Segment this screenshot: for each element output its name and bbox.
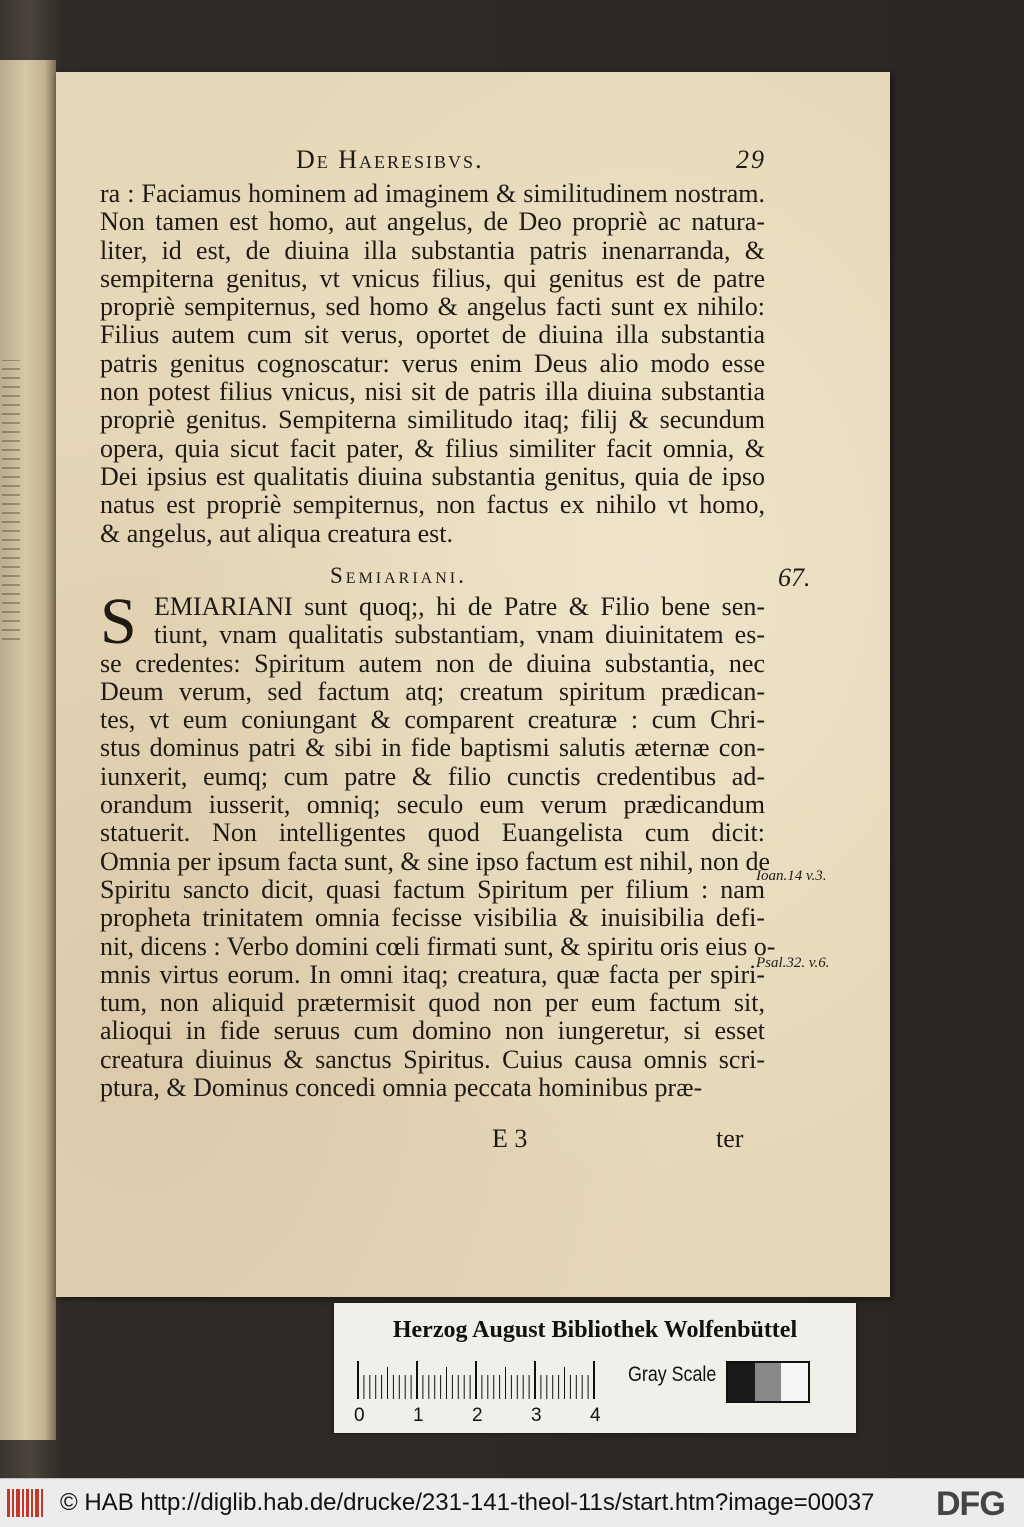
margin-note-ioan: Ioan.14 v.3.	[756, 868, 827, 884]
text-line: tes, vt eum coniungant & comparent creaturæ : cum Chri-	[100, 705, 765, 735]
gray-step	[781, 1363, 808, 1401]
catchword: ter	[716, 1124, 744, 1153]
margin-number: 67.	[778, 563, 811, 592]
ruler-label: 1	[413, 1405, 424, 1426]
text-line: propheta trinitatem omnia fecisse visibilia & inuisibilia defi-	[100, 903, 765, 933]
text-line: creatura diuinus & sanctus Spiritus. Cuius causa omnis scri-	[100, 1044, 765, 1074]
page-number: 29	[736, 145, 766, 174]
text-line: & angelus, aut aliqua creatura est.	[100, 518, 454, 548]
ruler-label: 4	[590, 1405, 601, 1426]
ruler-scale	[354, 1361, 624, 1401]
text-line: iunxerit, eumq; cum patre & filio cunctis credentibus ad-	[100, 761, 765, 791]
dfg-logo: DFG	[936, 1485, 1005, 1523]
running-head	[296, 145, 766, 179]
margin-note-psal: Psal.32. v.6.	[756, 955, 830, 971]
text-line: non potest filius vnicus, nisi sit de patris illa diuina substantia	[100, 377, 765, 407]
text-line: liter, id est, de diuina illa substantia patris inenarranda, &	[100, 235, 765, 265]
text-line: se credentes: Spiritum autem non de diuina substantia, nec	[100, 648, 765, 678]
gray-scale-steps	[726, 1361, 810, 1403]
drop-capital: S	[100, 585, 137, 658]
ruler-label: 3	[531, 1405, 542, 1426]
section-heading: Semiariani.	[330, 563, 467, 588]
text-line: ptura, & Dominus concedi omnia peccata hominibus præ-	[100, 1073, 703, 1103]
text-line: Filius autem cum sit verus, oportet de diuina illa substantia	[100, 320, 765, 350]
text-line: stus dominus patri & sibi in fide baptismi salutis æternæ con-	[100, 733, 765, 763]
text-line: Omnia per ipsum facta sunt, & sine ipso factum est nihil, non de	[100, 846, 771, 876]
signature-mark: E 3	[492, 1124, 528, 1153]
text-line: mnis virtus eorum. In omni itaq; creatura, quæ facta per spiri-	[100, 959, 765, 989]
text-line: alioqui in fide seruus cum domino non iungeretur, si esset	[100, 1016, 765, 1046]
previous-page-edge	[0, 60, 56, 1440]
text-line: ra : Faciamus hominem ad imaginem & similitudinem nostram.	[100, 179, 765, 208]
running-head-title: De Haeresibvs.	[296, 145, 484, 174]
text-line: sempiterna genitus, vt vnicus filius, qui genitus est de patre	[100, 263, 765, 293]
text-line: orandum iusserit, omniq; seculo eum verum prædicandum	[100, 790, 765, 820]
gray-scale-label: Gray Scale	[628, 1363, 717, 1386]
text-line: Dei ipsius est qualitatis diuina substantia genitus, quia de ipso	[100, 461, 765, 491]
body-text-lower	[100, 585, 776, 1103]
text-line: propriè genitus. Sempiterna similitudo itaq; filij & secundum	[100, 405, 765, 435]
ruler-label: 0	[354, 1405, 365, 1426]
text-line: Spiritu sancto dicit, quasi factum Spiritum per filium : nam	[100, 874, 765, 904]
text-line: opera, quia sicut facit pater, & filius similiter facit omnia, &	[100, 433, 765, 463]
text-line: nit, dicens : Verbo domini cœli firmati sunt, & spiritu oris eius o-	[100, 931, 776, 961]
text-line: tum, non aliquid prætermisit quod non per eum factum sit,	[100, 988, 765, 1018]
gray-step	[728, 1363, 755, 1401]
text-line: EMIARIANI sunt quoq;, hi de Patre & Filio bene sen-	[154, 592, 765, 621]
text-line: tiunt, vnam qualitatis substantiam, vnam diuinitatem es-	[154, 620, 765, 650]
text-line: natus est propriè sempiternus, non factus ex nihilo vt homo,	[100, 490, 765, 520]
library-name: Herzog August Bibliothek Wolfenbüttel	[392, 1317, 798, 1343]
ruler-label: 2	[472, 1405, 483, 1426]
footer-bar	[0, 1478, 1024, 1527]
ruler-labels	[354, 1405, 654, 1425]
text-line: statuerit. Non intelligentes quod Euangelista cum dicit:	[100, 818, 765, 848]
text-line: propriè sempiternus, sed homo & angelus facti sunt ex nihilo:	[100, 292, 765, 322]
color-chart	[334, 1303, 856, 1433]
body-text-upper	[100, 180, 765, 548]
footer-copyright-url[interactable]: © HAB http://diglib.hab.de/drucke/231-141-theol-11s/start.htm?image=00037	[60, 1489, 875, 1516]
text-line: Deum verum, sed factum atq; creatum spiritum prædican-	[100, 676, 765, 706]
text-line: Non tamen est homo, aut angelus, de Deo propriè ac natura-	[100, 207, 765, 237]
text-line: patris genitus cognoscatur: verus enim Deus alio modo esse	[100, 348, 765, 378]
gray-step	[755, 1363, 782, 1401]
barcode-icon	[6, 1487, 46, 1519]
